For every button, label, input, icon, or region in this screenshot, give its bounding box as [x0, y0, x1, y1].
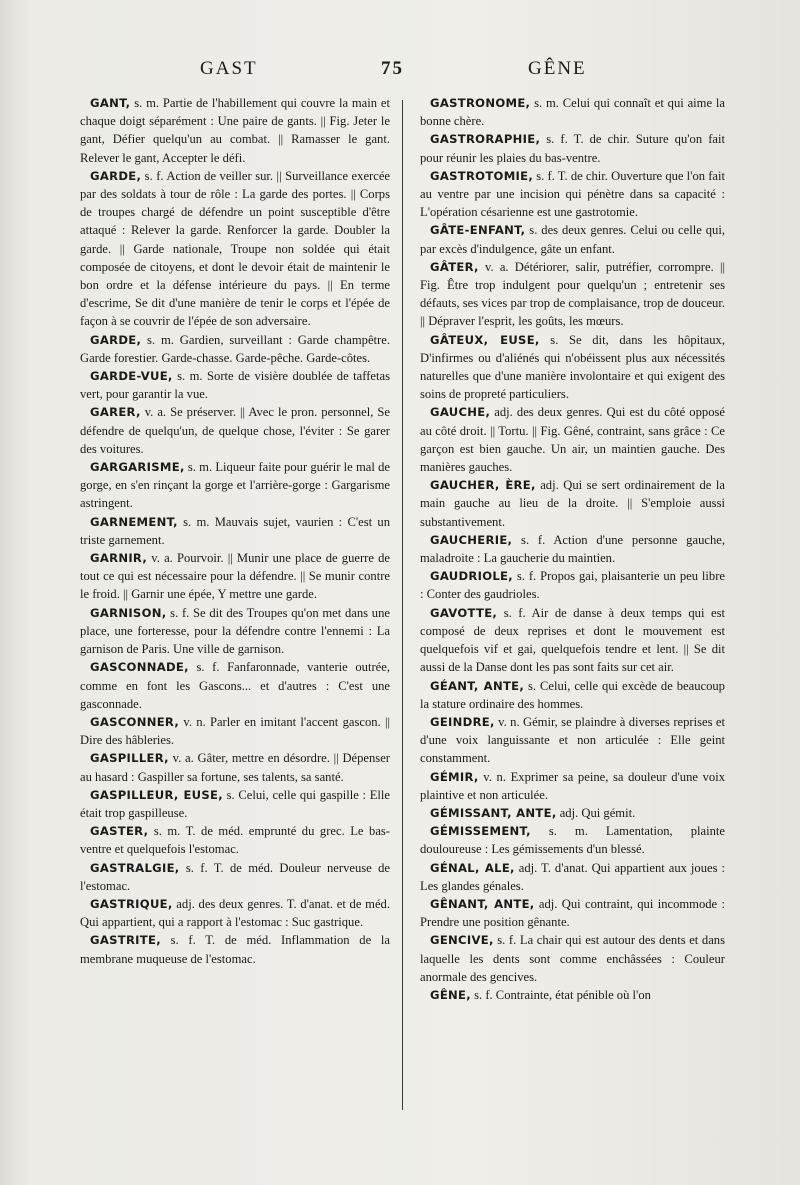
- entry-headword: GASCONNADE,: [90, 660, 189, 675]
- dictionary-entry: [420, 221, 725, 257]
- entry-definition: s. m. Celui qui connaît et qui aime la bonne chère.: [420, 96, 725, 129]
- page-number: 75: [381, 58, 404, 79]
- entry-headword: GASPILLEUR, EUSE,: [90, 787, 223, 802]
- dictionary-entry: [420, 713, 725, 768]
- entry-definition: s. f. Action d'une personne gauche, maladroite : La gaucherie du maintien.: [420, 532, 725, 566]
- entry-headword: GÂTE-ENFANT,: [430, 223, 526, 238]
- dictionary-entry: [80, 749, 390, 785]
- entry-headword: GANT,: [90, 96, 131, 110]
- entry-definition: s. f. T. de méd. Inflammation de la membrane muqueuse de l'estomac.: [80, 933, 390, 966]
- entry-headword: GASTRORAPHIE,: [430, 132, 541, 147]
- page-header: [0, 58, 800, 88]
- entry-headword: GAUCHERIE,: [430, 532, 513, 547]
- dictionary-entry: [420, 931, 725, 986]
- dictionary-entry: [420, 331, 725, 404]
- entry-definition: s. Celui, celle qui gaspille : Elle était trop gaspilleuse.: [80, 787, 390, 820]
- dictionary-entry: [80, 549, 390, 604]
- entry-definition: s. m. Sorte de visière doublée de taffetas vert, pour garantir la vue.: [80, 369, 390, 402]
- dictionary-entry: [80, 513, 390, 549]
- entry-definition: s. m. Mauvais sujet, vaurien : C'est un triste garnement.: [80, 514, 390, 547]
- entry-definition: v. a. Détériorer, salir, putréfier, corrompre. || Fig. Être trop indulgent pour quelqu'un ; entretenir ses défauts, ses vices par trop de complaisance, trop de douceur. || Dépraver l'esprit, les goûts, les mœurs.: [420, 259, 725, 329]
- dictionary-entry: [420, 258, 725, 331]
- entry-definition: s. des deux genres. Celui ou celle qui, par excès d'indulgence, gâte un enfant.: [420, 223, 725, 256]
- dictionary-entry: [420, 94, 725, 130]
- entry-definition: s. f. Propos gai, plaisanterie un peu libre : Conter des gaudrioles.: [420, 569, 725, 602]
- entry-headword: GASTRITE,: [90, 933, 161, 948]
- entry-definition: v. a. Pourvoir. || Munir une place de guerre de tout ce qui est nécessaire pour la défendre. || Se munir contre le froid. || Garnir une épée, Y mettre une garde.: [80, 551, 390, 602]
- dictionary-entry: [80, 931, 390, 967]
- entry-definition: s. m. Partie de l'habillement qui couvre la main et chaque doigt séparément : Une paire de gants. || Fig. Jeter le gant, Défier quelqu'un au combat. || Ramasser le gant. Relever le gant, Accepter le défi.: [80, 96, 390, 165]
- dictionary-entry: [80, 895, 390, 931]
- dictionary-entry: [80, 458, 390, 513]
- dictionary-entry: [80, 859, 390, 895]
- dictionary-entry: [80, 331, 390, 367]
- dictionary-entry: [80, 822, 390, 858]
- entry-headword: GÉMISSEMENT,: [430, 824, 531, 839]
- dictionary-entry: [80, 604, 390, 659]
- entry-definition: v. n. Gémir, se plaindre à diverses reprises et d'une voix languissante et non articulée : Elle geint constamment.: [420, 714, 725, 766]
- dictionary-entry: [420, 677, 725, 713]
- entry-definition: v. n. Exprimer sa peine, sa douleur d'une voix plaintive et non articulée.: [420, 769, 725, 802]
- entry-definition: v. a. Se préserver. || Avec le pron. personnel, Se défendre de quelqu'un, de quelque chose, l'éviter : Se garer des voitures.: [80, 405, 390, 456]
- dictionary-entry: [420, 403, 725, 476]
- entry-headword: GASTER,: [90, 824, 149, 839]
- entry-definition: s. m. Liqueur faite pour guérir le mal de gorge, en s'en rinçant la gorge et l'arrière-gorge : Gargarisme astringent.: [80, 460, 390, 511]
- entry-definition: s. f. Se dit des Troupes qu'on met dans une place, une forteresse, pour la défendre contre l'ennemi : La garnison de Paris. Une ville de garnison.: [80, 605, 390, 657]
- entry-definition: s. m. Lamentation, plainte douloureuse : Les gémissements d'un blessé.: [420, 824, 725, 857]
- entry-definition: s. f. T. de méd. Douleur nerveuse de l'estomac.: [80, 860, 390, 893]
- entry-headword: GÂTEUX, EUSE,: [430, 332, 540, 347]
- dictionary-entry: [420, 167, 725, 222]
- entry-definition: v. a. Gâter, mettre en désordre. || Dépenser au hasard : Gaspiller sa fortune, ses talents, sa santé.: [80, 751, 390, 784]
- entry-headword: GÉNAL, ALE,: [430, 860, 515, 875]
- entry-definition: adj. T. d'anat. Qui appartient aux joues : Les glandes génales.: [420, 860, 725, 893]
- entry-definition: adj. Qui se sert ordinairement de la main gauche au lieu de la droite. || S'emploie aussi substantivement.: [420, 478, 725, 529]
- entry-definition: v. n. Parler en imitant l'accent gascon. || Dire des hâbleries.: [80, 714, 390, 748]
- entry-definition: s. Se dit, dans les hôpitaux, D'infirmes ou d'aliénés qui n'obéissent plus aux nécessités naturelles que d'une manière involontaire et qui exigent des soins de propreté particuliers.: [420, 332, 725, 402]
- dictionary-entry: [80, 403, 390, 458]
- header-first-word: GAST: [200, 58, 258, 79]
- entry-headword: GÂTER,: [430, 259, 479, 274]
- right-column: [420, 94, 725, 1004]
- entry-headword: GÊNE,: [430, 987, 471, 1002]
- entry-headword: GAUCHE,: [430, 405, 491, 420]
- entry-definition: s. f. Action de veiller sur. || Surveillance exercée par des soldats à tour de rôle : La garde des portes. || Corps de troupes chargé de défendre un point susceptible d'être attaqué : Relever la garde. Renforcer la garde. Doubler la garde. || Garde nationale, Troupe non soldée qui était composée de citoyens, et dont le devoir était de maintenir le bon ordre et la défense intérieure du pays. || En terme d'escrime, Se dit d'une manière de tenir le corps et l'épée de façon à se couvrir de l'épée de son adversaire.: [80, 168, 390, 329]
- dictionary-entry: [420, 476, 725, 531]
- dictionary-entry: [420, 804, 725, 822]
- entry-headword: GARGARISME,: [90, 460, 185, 475]
- left-column: [80, 94, 390, 968]
- dictionary-entry: [80, 167, 390, 331]
- dictionary-entry: [420, 604, 725, 677]
- entry-definition: adj. Qui gémit.: [556, 805, 636, 820]
- dictionary-entry: [80, 713, 390, 749]
- dictionary-entry: [420, 567, 725, 603]
- entry-definition: adj. des deux genres. Qui est du côté opposé au côté droit. || Tortu. || Fig. Gêné, contraint, sans grâce : Ce garçon est bien gauche. Un air, un maintien gauche. Des manières gauches.: [420, 405, 725, 475]
- entry-headword: GAVOTTE,: [430, 605, 498, 620]
- entry-definition: s. Celui, celle qui excède de beaucoup la stature ordinaire des hommes.: [420, 678, 725, 711]
- column-divider: [402, 100, 403, 1110]
- entry-headword: GÉMIR,: [430, 769, 479, 784]
- dictionary-entry: [420, 895, 725, 931]
- entry-headword: GASTRALGIE,: [90, 860, 180, 875]
- dictionary-entry: [420, 822, 725, 858]
- dictionary-entry: [420, 130, 725, 166]
- entry-headword: GENCIVE,: [430, 933, 494, 948]
- entry-definition: s. f. Air de danse à deux temps qui est composé de deux reprises et dont le mouvement est quelquefois vif et gai, quelquefois tendre et lent. || Se dit aussi de la Danse dont les pas sont faits sur cet air.: [420, 605, 725, 675]
- entry-headword: GARDE-VUE,: [90, 369, 173, 384]
- entry-definition: s. f. T. de chir. Ouverture que l'on fait au ventre par une incision qui pénètre dans sa capacité : L'opération césarienne est une gastrotomie.: [420, 168, 725, 220]
- entry-definition: s. f. Contrainte, état pénible où l'on: [470, 987, 651, 1002]
- dictionary-entry: [80, 367, 390, 403]
- entry-definition: s. m. T. de méd. emprunté du grec. Le bas-ventre et quelquefois l'estomac.: [80, 824, 390, 857]
- entry-headword: GARNIR,: [90, 551, 148, 566]
- header-last-word: GÊNE: [528, 58, 587, 79]
- entry-headword: GAUDRIOLE,: [430, 569, 513, 584]
- entry-definition: s. f. La chair qui est autour des dents et dans laquelle les dents sont comme enchâssées : Couleur anormale des gencives.: [420, 933, 725, 984]
- entry-headword: GASTROTOMIE,: [430, 168, 534, 183]
- entry-headword: GÉMISSANT, ANTE,: [430, 805, 557, 820]
- dictionary-entry: [420, 531, 725, 567]
- entry-definition: s. f. T. de chir. Suture qu'on fait pour réunir les plaies du bas-ventre.: [420, 132, 725, 165]
- entry-headword: GAUCHER, ÈRE,: [430, 478, 536, 493]
- dictionary-entry: [80, 786, 390, 822]
- entry-headword: GASPILLER,: [90, 751, 169, 766]
- entry-headword: GASCONNER,: [90, 714, 180, 729]
- dictionary-entry: [420, 986, 725, 1004]
- dictionary-entry: [80, 658, 390, 713]
- dictionary-entry: [80, 94, 390, 167]
- entry-headword: GEINDRE,: [430, 714, 495, 729]
- entry-definition: adj. Qui contraint, qui incommode : Prendre une position gênante.: [420, 896, 725, 930]
- entry-headword: GARNEMENT,: [90, 514, 178, 529]
- entry-headword: GASTRONOME,: [430, 96, 531, 110]
- entry-definition: s. m. Gardien, surveillant : Garde champêtre. Garde forestier. Garde-chasse. Garde-pêche. Garde-côtes.: [80, 332, 390, 365]
- entry-headword: GÊNANT, ANTE,: [430, 896, 535, 911]
- entry-definition: adj. des deux genres. T. d'anat. et de méd. Qui appartient, qui a rapport à l'estomac : Suc gastrique.: [80, 896, 390, 930]
- entry-headword: GASTRIQUE,: [90, 896, 173, 911]
- entry-headword: GÉANT, ANTE,: [430, 678, 525, 693]
- dictionary-entry: [420, 859, 725, 895]
- dictionary-entry: [420, 768, 725, 804]
- entry-definition: s. f. Fanfaronnade, vanterie outrée, comme en font les Gascons... et d'autres : C'est une gasconnade.: [80, 660, 390, 711]
- entry-headword: GARER,: [90, 405, 141, 420]
- entry-headword: GARNISON,: [90, 605, 167, 620]
- entry-headword: GARDE,: [90, 332, 142, 347]
- entry-headword: GARDE,: [90, 168, 142, 183]
